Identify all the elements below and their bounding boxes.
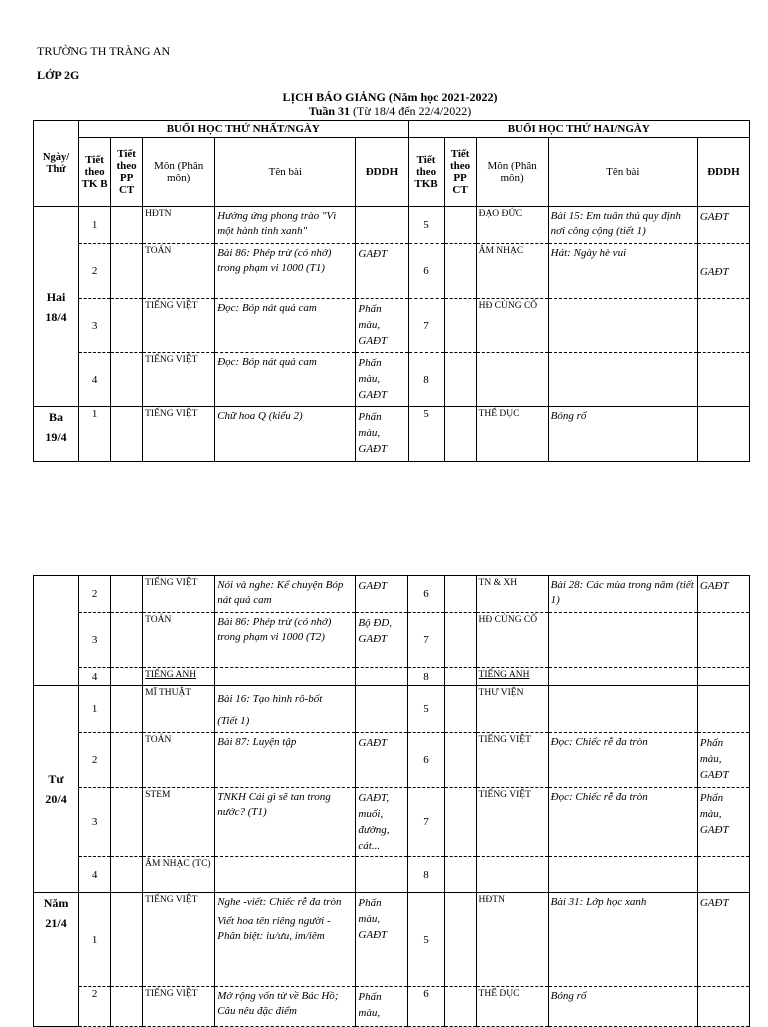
tools-cell: GAĐT, muối, đường, cát... [356,788,408,857]
lesson-cell: TNKH Cái gì sẽ tan trong nước? (T1) [215,788,356,857]
period-cell: 3 [79,788,111,857]
lesson-cell: Bóng rổ [548,987,697,1027]
lesson-cell [548,353,697,407]
lesson-cell [548,686,697,733]
period-cell: 2 [79,576,111,613]
lesson-cell: Bài 15: Em tuân thủ quy định nơi công cộng (tiết 1) [548,207,697,244]
header-tools-2: ĐDDH [697,138,749,207]
header-lesson-1: Tên bài [215,138,356,207]
period-cell: 6 [408,733,444,788]
day-cell-monday [34,207,79,407]
table-row [34,893,750,987]
ppct-cell [444,244,476,299]
tools-cell: GAĐT [356,733,408,788]
class-name: LỚP 2G [37,68,80,82]
period-cell: 4 [79,857,111,893]
subject-cell: HĐTN [476,893,548,987]
day-date: 18/4 [45,309,67,324]
lesson-cell: Hát: Ngày hè vui [548,244,697,299]
ppct-cell [111,207,143,244]
ppct-cell [111,857,143,893]
subject-cell: STEM [143,788,215,857]
tools-cell: Phấn màu, [356,987,408,1027]
tools-cell: Phấn màu, GAĐT [356,407,408,462]
tools-cell: GAĐT [697,207,749,244]
table-row [34,733,750,788]
subject-cell: HĐTN [143,207,215,244]
schedule-table-page-2 [33,575,750,1027]
ppct-cell [444,407,476,462]
subject-cell: HĐ CỦNG CỐ [476,299,548,353]
period-cell: 1 [79,407,111,462]
ppct-cell [111,613,143,668]
subject-cell: THƯ VIỆN [476,686,548,733]
day-name: Ba [49,410,64,424]
subject-cell: TIẾNG VIỆT [143,987,215,1027]
schedule-table-page-1 [33,120,750,462]
table-row [34,576,750,613]
ppct-cell [111,788,143,857]
ppct-cell [111,576,143,613]
day-name: Hai [46,289,66,304]
ppct-cell [111,244,143,299]
table-row [34,857,750,893]
subject-cell [476,857,548,893]
subject-cell: TIẾNG VIỆT [476,788,548,857]
tools-cell [356,686,408,733]
table-row [34,987,750,1027]
ppct-cell [111,987,143,1027]
table-row [34,407,750,462]
ppct-cell [444,613,476,668]
subject-cell [476,353,548,407]
header-ppct-1: Tiết theo PP CT [111,138,143,207]
period-cell: 7 [408,788,444,857]
table-row [34,207,750,244]
tools-cell [356,857,408,893]
lesson-cell: Bài 87: Luyện tập [215,733,356,788]
header-day: Ngày/ Thứ [34,121,79,207]
lesson-cell: Đọc: Chiếc rễ đa tròn [548,733,697,788]
tools-cell [697,407,749,462]
header-tools-1: ĐDDH [356,138,408,207]
tools-cell [697,668,749,686]
lesson-cell [215,857,356,893]
lesson-cell [548,857,697,893]
tools-cell: Phấn màu, GAĐT [356,353,408,407]
lesson-cell [548,299,697,353]
lesson-cell: Chữ hoa Q (kiểu 2) [215,407,356,462]
header-tkb-1: Tiết theo TK B [79,138,111,207]
period-cell: 5 [408,207,444,244]
tools-cell [697,299,749,353]
lesson-line: (Tiết 1) [217,715,250,727]
period-cell: 6 [408,244,444,299]
ppct-cell [444,686,476,733]
lesson-cell [548,613,697,668]
period-cell: 1 [79,686,111,733]
week-number: Tuần 31 [308,104,351,118]
ppct-cell [444,207,476,244]
week-range: (Từ 18/4 đến 22/4/2022) [350,104,472,118]
subject-cell: TIẾNG ANH [476,668,548,686]
ppct-cell [444,353,476,407]
ppct-cell [444,733,476,788]
tools-cell: GAĐT [356,576,408,613]
tools-cell: Phấn màu, GAĐT [356,299,408,353]
tools-cell: GAĐT [356,244,408,299]
tools-cell: Phấn màu, GAĐT [697,733,749,788]
lesson-cell: Đọc: Bóp nát quả cam [215,299,356,353]
ppct-cell [111,407,143,462]
period-cell: 6 [408,576,444,613]
header-subject-2: Môn (Phân môn) [476,138,548,207]
table-row [34,788,750,857]
period-cell: 5 [408,893,444,987]
ppct-cell [111,686,143,733]
lesson-line: Viết hoa tên riêng người - Phân biệt: iu/ưu, im/iêm [217,915,331,942]
subject-cell: TOÁN [143,613,215,668]
ppct-cell [444,788,476,857]
subject-cell: TIẾNG VIỆT [143,353,215,407]
subject-cell: THỂ DỤC [476,407,548,462]
subject-cell: MĨ THUẬT [143,686,215,733]
period-cell: 1 [79,207,111,244]
lesson-line: Nghe -viết: Chiếc rễ đa tròn [217,896,342,908]
ppct-cell [111,299,143,353]
lesson-cell: Bóng rổ [548,407,697,462]
lesson-cell: Bài 86: Phép trừ (có nhớ) trong phạm vi 1000 (T1) [215,244,356,299]
table-row [34,686,750,733]
subject-cell: TIẾNG VIỆT [143,407,215,462]
tools-cell [697,987,749,1027]
day-date: 20/4 [45,792,67,806]
tools-cell [697,686,749,733]
period-cell: 1 [79,893,111,987]
ppct-cell [444,857,476,893]
period-cell: 2 [79,733,111,788]
tools-cell: Phấn màu, GAĐT [697,788,749,857]
header-lesson-2: Tên bài [548,138,697,207]
period-cell: 5 [408,686,444,733]
period-cell: 7 [408,299,444,353]
subject-cell: TIẾNG VIỆT [143,893,215,987]
day-name: Tư [48,772,64,786]
lesson-cell: Đọc: Chiếc rễ đa tròn [548,788,697,857]
table-row [34,244,750,299]
period-cell: 3 [79,299,111,353]
lesson-cell: Mở rộng vốn từ về Bác Hồ; Câu nêu đặc điểm [215,987,356,1027]
header-session-2: BUỔI HỌC THỨ HAI/NGÀY [408,121,750,138]
table-row [34,613,750,668]
ppct-cell [444,576,476,613]
ppct-cell [444,987,476,1027]
subject-cell: TIẾNG VIỆT [143,576,215,613]
subject-cell: ÂM NHẠC [476,244,548,299]
header-tkb-2: Tiết theo TKB [408,138,444,207]
day-date: 21/4 [45,916,67,930]
day-cell-tuesday-cont [34,576,79,686]
lesson-line: Bài 16: Tạo hình rô-bốt [217,693,323,705]
period-cell: 8 [408,668,444,686]
subject-cell: TIẾNG VIỆT [476,733,548,788]
lesson-cell: Bài 31: Lớp học xanh [548,893,697,987]
period-cell: 5 [408,407,444,462]
period-cell: 2 [79,987,111,1027]
tools-cell: GAĐT [697,576,749,613]
ppct-cell [111,668,143,686]
ppct-cell [111,893,143,987]
subject-cell: HĐ CỦNG CỐ [476,613,548,668]
tools-cell [697,857,749,893]
week-line [0,104,768,119]
lesson-cell: Nói và nghe: Kể chuyện Bóp nát quả cam [215,576,356,613]
table-row [34,299,750,353]
lesson-cell [548,668,697,686]
school-name: TRƯỜNG TH TRÀNG AN [37,44,171,58]
tools-cell: Bộ ĐD, GAĐT [356,613,408,668]
period-cell: 7 [408,613,444,668]
ppct-cell [111,733,143,788]
period-cell: 2 [79,244,111,299]
subject-cell: TOÁN [143,733,215,788]
subject-cell: TIẾNG ANH [143,668,215,686]
period-cell: 6 [408,987,444,1027]
period-cell: 4 [79,668,111,686]
lesson-cell [215,893,356,987]
subject-cell: ÂM NHẠC (TC) [143,857,215,893]
table-row [34,668,750,686]
ppct-cell [444,299,476,353]
tools-cell [356,207,408,244]
tools-cell: GAĐT [697,893,749,987]
day-cell-tuesday [34,407,79,462]
lesson-cell: Hưởng ứng phong trào "Vì một hành tinh xanh" [215,207,356,244]
header-ppct-2: Tiết theo PP CT [444,138,476,207]
period-cell: 8 [408,353,444,407]
tools-cell: Phấn màu, GAĐT [356,893,408,987]
day-name: Năm [43,896,69,910]
table-row [34,353,750,407]
schedule-title: LỊCH BÁO GIẢNG (Năm học 2021-2022) [282,90,498,104]
subject-cell: THỂ DỤC [476,987,548,1027]
header-session-1: BUỔI HỌC THỨ NHẤT/NGÀY [79,121,408,138]
lesson-cell: Đọc: Bóp nát quả cam [215,353,356,407]
tools-cell [356,668,408,686]
subject-cell: TN & XH [476,576,548,613]
lesson-cell: Bài 86: Phép trừ (có nhớ) trong phạm vi 1000 (T2) [215,613,356,668]
header-subject-1: Môn (Phân môn) [143,138,215,207]
subject-cell: TIẾNG VIỆT [143,299,215,353]
period-cell: 4 [79,353,111,407]
lesson-cell: Bài 28: Các mùa trong năm (tiết 1) [548,576,697,613]
ppct-cell [111,353,143,407]
day-cell-wednesday [34,686,79,893]
lesson-cell [215,686,356,733]
subject-cell: ĐẠO ĐỨC [476,207,548,244]
day-date: 19/4 [45,430,67,444]
ppct-cell [444,668,476,686]
day-cell-thursday [34,893,79,1027]
lesson-cell [215,668,356,686]
period-cell: 8 [408,857,444,893]
period-cell: 3 [79,613,111,668]
tools-cell [697,353,749,407]
tools-cell: GAĐT [697,244,749,299]
ppct-cell [444,893,476,987]
tools-cell [697,613,749,668]
subject-cell: TOÁN [143,244,215,299]
